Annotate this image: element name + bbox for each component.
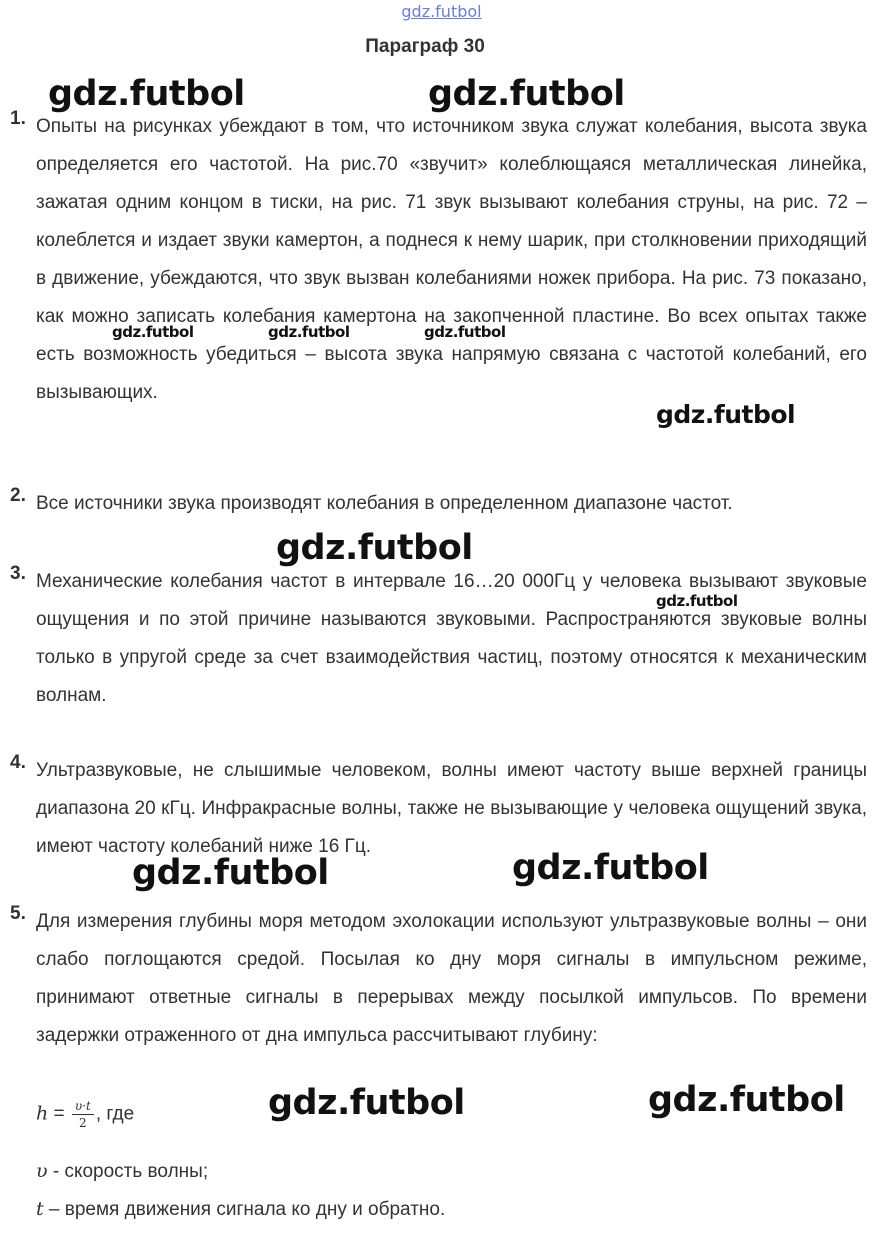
definition-text: – время движения сигнала ко дну и обратно.: [43, 1199, 446, 1220]
watermark: gdz.futbol: [112, 323, 194, 341]
watermark: gdz.futbol: [648, 1080, 845, 1120]
watermark: gdz.futbol: [512, 848, 709, 888]
watermark: gdz.futbol: [268, 323, 350, 341]
watermark: gdz.futbol: [268, 1083, 465, 1123]
answer-item-3: [10, 563, 867, 715]
formula-numerator: υ·t: [72, 1098, 94, 1115]
answer-item-1: [10, 108, 867, 412]
formula-equals: =: [48, 1103, 65, 1125]
answer-item-4: [10, 752, 867, 866]
item-text: Ультразвуковые, не слышимые человеком, волны имеют частоту выше верхней границы диапазона 20 кГц. Инфракрасные волны, также не вызывающие у человека ощущений звука, имеют частоту колебаний ниже 16 Гц.: [36, 760, 867, 857]
item-text: Опыты на рисунках убеждают в том, что источником звука служат колебания, высота звука определяется его частотой. На рис.70 «звучит» колеблющаяся металлическая линейка, зажатая одним концом в тиски, на рис. 71 звук вызывают колебания струны, на рис. 72 – колеблется и издает звуки камертон, а поднеся к нему шарик, при столкновении приходящий в движение, убеждаются, что звук вызван колебаниями ножек прибора. На рис. 73 показано, как можно записать колебания камертона на закопченной пластине. Во всех опытах также есть возможность убедиться – высота звука напрямую связана с частотой колебаний, его вызывающих.: [36, 116, 867, 403]
item-text: Все источники звука производят колебания в определенном диапазоне частот.: [36, 493, 733, 514]
item-text: Для измерения глубины моря методом эхолокации используют ультразвуковые волны – они слабо поглощаются средой. Посылая ко дну моря сигналы в импульсном режиме, принимают ответные сигналы в перерывах между посылкой импульсов. По времени задержки отраженного от дна импульса рассчитывают глубину:: [36, 911, 867, 1046]
item-number: 5.: [10, 903, 26, 924]
watermark: gdz.futbol: [656, 592, 738, 610]
definition-symbol: t: [36, 1198, 44, 1220]
formula-denominator: 2: [79, 1116, 87, 1130]
item-number: 2.: [10, 485, 26, 506]
watermark: gdz.futbol: [424, 323, 506, 341]
answer-item-2: [10, 485, 867, 523]
item-number: 3.: [10, 563, 26, 584]
page-title: Параграф 30: [365, 36, 485, 57]
definition-time: [36, 1198, 445, 1221]
watermark: gdz.futbol: [428, 74, 625, 114]
watermark: gdz.futbol: [132, 853, 329, 893]
definition-speed: [36, 1160, 208, 1183]
item-number: 1.: [10, 108, 26, 129]
watermark: gdz.futbol: [48, 74, 245, 114]
item-number: 4.: [10, 752, 26, 773]
item-text: Механические колебания частот в интервале 16…20 000Гц у человека вызывают звуковые ощущения и по этой причине называются звуковыми. Распространяются звуковые волны только в упругой среде за счет взаимодействия частиц, поэтому относятся к механическим волнам.: [36, 571, 867, 706]
formula-lhs: h: [36, 1102, 49, 1125]
definition-text: - скорость волны;: [47, 1161, 209, 1182]
watermark: gdz.futbol: [656, 400, 796, 429]
formula-suffix: , где: [95, 1103, 135, 1125]
depth-formula: [36, 1098, 134, 1148]
definition-symbol: υ: [36, 1160, 48, 1182]
formula-fraction: [72, 1098, 94, 1131]
site-link[interactable]: gdz.futbol: [401, 2, 482, 21]
watermark: gdz.futbol: [276, 528, 473, 568]
answer-item-5: [10, 903, 867, 1055]
